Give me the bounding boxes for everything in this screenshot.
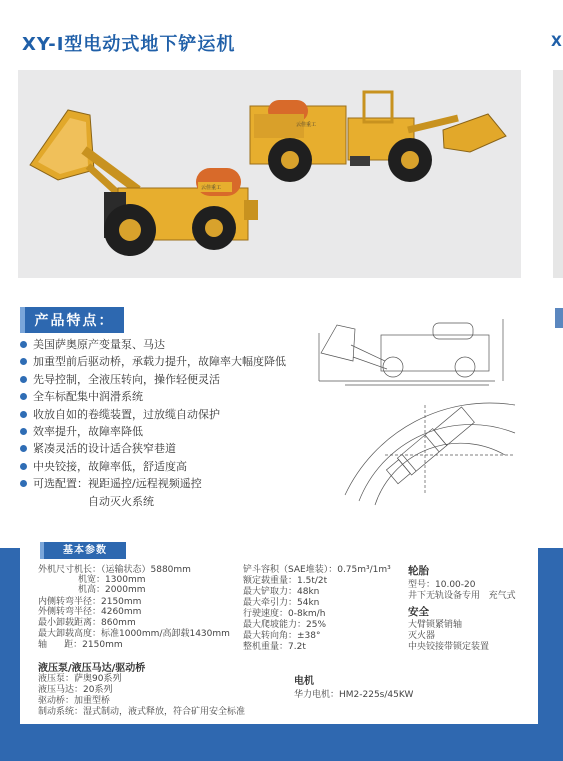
feature-item: 可选配置：视距遥控/远程视频遥控 (20, 475, 286, 492)
feature-item: 加重型前后驱动桥，承载力提升，故障率大幅度降低 (20, 353, 286, 370)
spec-perf: 额定载重量：1.5t/2t (243, 576, 328, 586)
spec-heading: 基本参数 (40, 542, 126, 559)
spec-dim: 机宽：1300mm (38, 575, 146, 585)
motor-heading: 电机 (294, 676, 314, 687)
product-photo (18, 70, 521, 278)
spec-dim: 最小卸载距离：860mm (38, 618, 136, 628)
spec-dim: 机高：2000mm (38, 585, 146, 595)
feature-item: 美国萨奥原产变量泵、马达 (20, 336, 286, 353)
dimension-drawing (315, 305, 535, 510)
loader-brand-label-b: 云佳重工 (296, 122, 317, 128)
hydraulics-spec: 液压马达：20系列 (38, 685, 113, 695)
loader-illustration (18, 70, 521, 278)
safety-spec: 中央铰接带锁定装置 (408, 642, 490, 652)
next-page-title-edge: X (551, 34, 562, 50)
features-heading: 产品特点： (34, 313, 115, 329)
loader-side-view (250, 92, 506, 182)
spec-dim: 外机尺寸机长：（运输状态）5880mm (38, 565, 191, 575)
hydraulics-spec: 制动系统：湿式制动，液式释放，符合矿用安全标准 (38, 707, 246, 717)
spec-dim: 外侧转弯半径：4260mm (38, 607, 142, 617)
spec-perf: 最大转向角：±38° (243, 631, 321, 641)
hydraulics-heading: 液压泵/液压马达/驱动桥 (38, 663, 146, 674)
motor-spec: 华力电机：HM2-225s/45KW (294, 690, 414, 700)
turning-radius-diagram (315, 305, 535, 510)
feature-item: 先导控制，全液压转向，操作轻便灵活 (20, 371, 286, 388)
spec-perf: 铲斗容积（SAE堆装）：0.75m³/1m³ (243, 565, 391, 575)
spec-perf: 最大牵引力：54kn (243, 598, 320, 608)
spec-perf: 最大铲取力：48kn (243, 587, 320, 597)
loader-front-view (30, 110, 258, 256)
spec-perf: 行驶速度：0-8km/h (243, 609, 326, 619)
feature-item: 紧凑灵活的设计适合狭窄巷道 (20, 440, 286, 457)
next-page-photo-edge (553, 70, 563, 278)
spec-dim: 轴 距：2150mm (38, 640, 123, 650)
page-title: XY-Ⅰ型电动式地下铲运机 (22, 34, 236, 55)
tires-heading: 轮胎 (408, 565, 429, 577)
loader-brand-label-a: 云佳重工 (201, 185, 222, 191)
spec-dim: 最大卸载高度：标准1000mm/高卸载1430mm (38, 629, 230, 639)
spec-dim: 内侧转弯半径：2150mm (38, 597, 142, 607)
feature-item: 全车标配集中润滑系统 (20, 388, 286, 405)
hydraulics-spec: 驱动桥：加重型桥 (38, 696, 111, 706)
next-page-badge-edge (555, 308, 563, 328)
features-heading-badge (20, 307, 124, 333)
feature-item-continuation: 自动灭火系统 (88, 494, 154, 508)
features-list (20, 336, 286, 510)
feature-item: 收放自如的卷缆装置，过放缆自动保护 (20, 406, 286, 423)
safety-spec: 大臂锁紧销轴 (408, 620, 463, 630)
safety-heading: 安全 (408, 606, 429, 618)
hydraulics-spec: 液压泵：萨奥90系列 (38, 674, 122, 684)
tires-spec: 井下无轨设备专用 充气式 (408, 591, 516, 601)
spec-perf: 最大爬坡能力：25% (243, 620, 327, 630)
spec-perf: 整机重量：7.2t (243, 642, 306, 652)
tires-spec: 型号：10.00-20 (408, 580, 476, 590)
feature-item: 中央铰接，故障率低，舒适度高 (20, 458, 286, 475)
feature-item: 效率提升，故障率降低 (20, 423, 286, 440)
safety-spec: 灭火器 (408, 631, 436, 641)
